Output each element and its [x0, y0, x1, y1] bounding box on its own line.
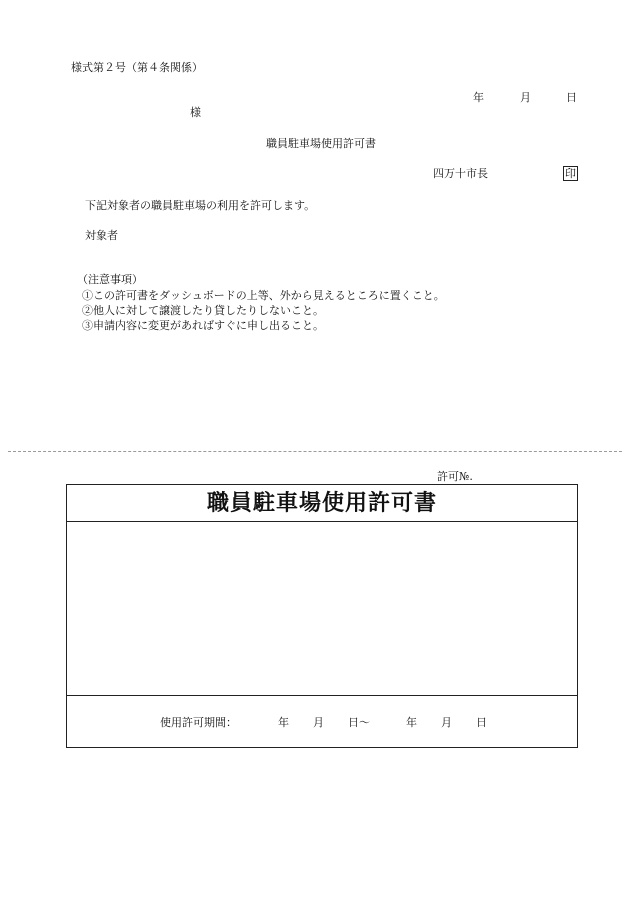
permit-card-body — [67, 522, 577, 696]
note-item: ③申請内容に変更があればすぐに申し出ること。 — [82, 319, 324, 332]
subject-label: 対象者 — [85, 229, 118, 242]
notes-heading: （注意事項） — [77, 273, 143, 286]
note-item: ①この許可書をダッシュボードの上等、外から見えるところに置くこと。 — [82, 289, 445, 302]
period-from-year: 年 — [278, 716, 289, 729]
date-year-label: 年 — [473, 91, 484, 104]
period-to-year: 年 — [406, 716, 417, 729]
note-item: ②他人に対して譲渡したり貸したりしないこと。 — [82, 304, 324, 317]
date-month-label: 月 — [520, 91, 531, 104]
period-from-month: 月 — [313, 716, 324, 729]
addressee-suffix: 様 — [190, 106, 201, 119]
cut-line — [8, 451, 622, 452]
body-text: 下記対象者の職員駐車場の利用を許可します。 — [85, 199, 316, 212]
period-to-month: 月 — [441, 716, 452, 729]
period-from-day: 日～ — [348, 716, 370, 729]
permit-no-label: 許可№. — [437, 470, 473, 483]
form-header: 様式第２号（第４条関係） — [71, 61, 203, 74]
permit-period-row — [67, 696, 577, 747]
period-to-day: 日 — [476, 716, 487, 729]
issuer-name: 四万十市長 — [433, 167, 488, 180]
seal-mark: 印 — [565, 167, 576, 180]
permit-card-header — [67, 485, 577, 522]
date-day-label: 日 — [566, 91, 577, 104]
document-title: 職員駐車場使用許可書 — [266, 137, 376, 150]
period-label: 使用許可期間： — [160, 716, 237, 729]
permit-card-title: 職員駐車場使用許可書 — [206, 490, 437, 516]
permit-card — [66, 484, 578, 748]
